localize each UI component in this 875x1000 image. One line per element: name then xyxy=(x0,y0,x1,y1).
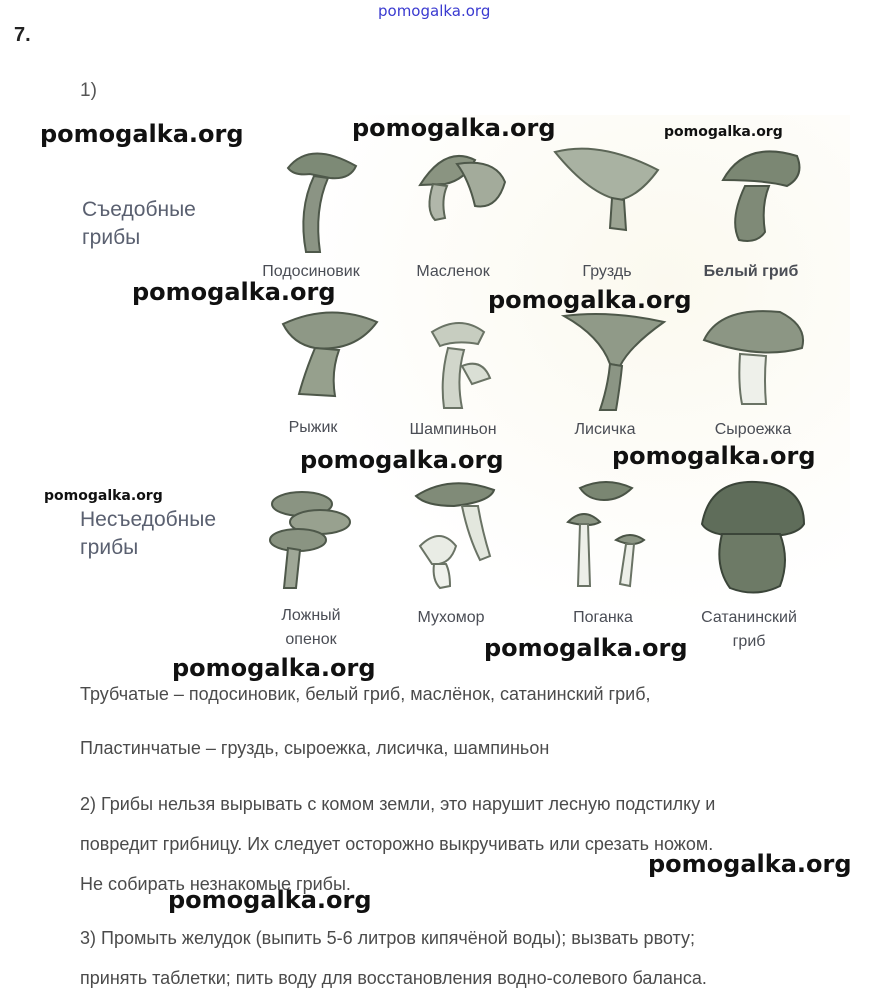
caption-bely-grib: Белый гриб xyxy=(703,263,799,280)
answer-3 xyxy=(80,918,870,998)
watermark: pomogalka.org xyxy=(648,850,852,878)
watermark: pomogalka.org xyxy=(40,120,244,148)
watermark: pomogalka.org xyxy=(172,654,376,682)
gruzd-illustration xyxy=(550,140,660,255)
ryzhik-illustration xyxy=(275,302,385,417)
maslenok-illustration xyxy=(405,140,515,255)
answer-3-line1: 3) Промыть желудок (выпить 5-6 литров кипячёной воды); вызвать рвоту; xyxy=(80,928,695,948)
watermark: pomogalka.org xyxy=(300,446,504,474)
watermark: pomogalka.org xyxy=(168,886,372,914)
caption-mukhomor: Мухомор xyxy=(417,609,485,626)
caption-satanic-line2: гриб xyxy=(732,633,766,650)
caption-lozhny-line1: Ложный xyxy=(281,607,341,624)
lozhny-openok-illustration xyxy=(262,478,372,593)
satanic-mushroom-illustration xyxy=(700,480,810,595)
caption-gruzd: Груздь xyxy=(582,263,632,280)
watermark: pomogalka.org xyxy=(132,278,336,306)
answer-tubular: Трубчатые – подосиновик, белый гриб, маслёнок, сатанинский гриб, xyxy=(80,684,651,704)
shampinon-illustration xyxy=(420,318,530,433)
syroezhka-illustration xyxy=(700,304,810,419)
lisichka-illustration xyxy=(560,306,670,421)
inedible-label-line1: Несъедобные xyxy=(80,508,217,531)
edible-label-line2: грибы xyxy=(82,226,141,249)
inedible-label-line2: грибы xyxy=(80,536,139,559)
answer-3-line2: принять таблетки; пить воду для восстановления водно-солевого баланса. xyxy=(80,968,707,988)
caption-ryzhik: Рыжик xyxy=(288,419,338,436)
answer-2-line2: повредит грибницу. Их следует осторожно выкручивать или срезать ножом. xyxy=(80,834,714,854)
caption-syroezhka: Сыроежка xyxy=(714,421,792,438)
caption-shampinon: Шампиньон xyxy=(409,421,497,438)
watermark: pomogalka.org xyxy=(488,286,692,314)
answer-lamellar: Пластинчатые – груздь, сыроежка, лисичка, шампиньон xyxy=(80,738,550,758)
answer-2-line1: 2) Грибы нельзя вырывать с комом земли, это нарушит лесную подстилку и xyxy=(80,794,716,814)
watermark: pomogalka.org xyxy=(352,114,556,142)
watermark: pomogalka.org xyxy=(484,634,688,662)
subtask-number: 1) xyxy=(80,80,97,101)
caption-maslenok: Масленок xyxy=(416,263,490,280)
podosinovik-illustration xyxy=(258,140,368,255)
task-number: 7. xyxy=(14,24,31,46)
caption-lozhny-openok xyxy=(236,604,386,652)
caption-lisichka: Лисичка xyxy=(574,421,636,438)
inedible-group-label xyxy=(80,506,216,562)
watermark-top: pomogalka.org xyxy=(378,2,491,20)
mukhomor-illustration xyxy=(410,476,520,591)
caption-satanic-mushroom xyxy=(674,606,824,654)
watermark: pomogalka.org xyxy=(612,442,816,470)
caption-podosinovik: Подосиновик xyxy=(262,263,360,280)
watermark: pomogalka.org xyxy=(664,124,783,140)
watermark: pomogalka.org xyxy=(44,488,163,504)
answer-2-line3: Не собирать незнакомые грибы. xyxy=(80,874,351,894)
caption-poganka: Поганка xyxy=(573,609,633,626)
caption-lozhny-line2: опенок xyxy=(285,631,337,648)
edible-group-label xyxy=(82,196,196,252)
edible-label-line1: Съедобные xyxy=(82,198,196,221)
caption-satanic-line1: Сатанинский xyxy=(701,609,797,626)
bely-grib-illustration xyxy=(705,140,815,255)
poganka-illustration xyxy=(560,478,670,593)
